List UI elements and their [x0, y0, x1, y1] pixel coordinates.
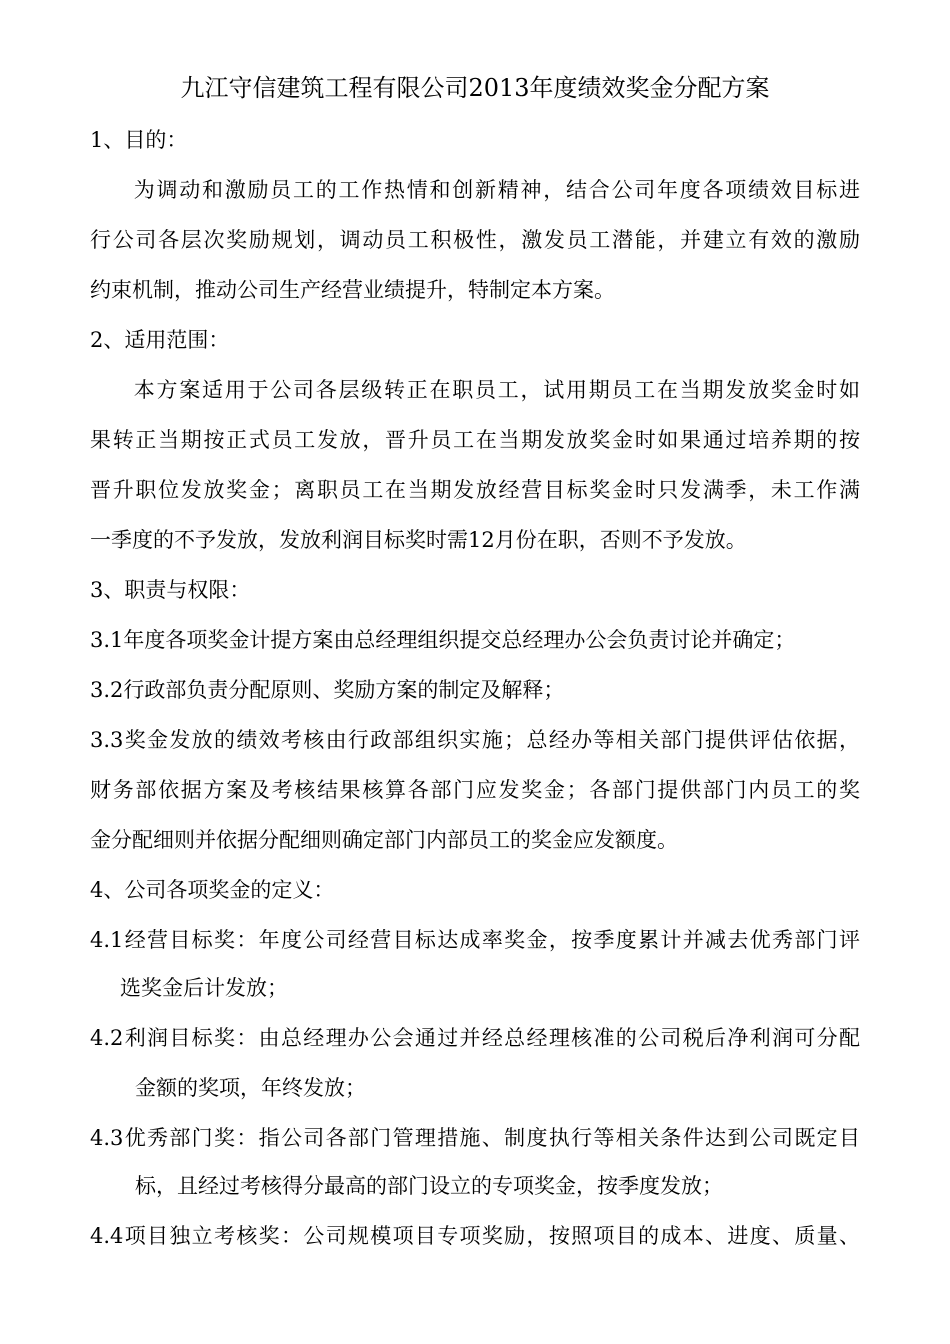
paragraph-line: 一季度的不予发放，发放利润目标奖时需12月份在职，否则不予发放。	[90, 528, 747, 552]
list-item: 4.4项目独立考核奖：公司规模项目专项奖励，按照项目的成本、进度、质量、	[90, 1224, 860, 1248]
paragraph-line: 行公司各层次奖励规划，调动员工积极性，激发员工潜能，并建立有效的激励	[90, 228, 860, 252]
paragraph-text: 为调动和激励员工的工作热情和创新精神，结合公司年度各项绩效目标进	[132, 178, 860, 202]
paragraph-line: 果转正当期按正式员工发放，晋升员工在当期发放奖金时如果通过培养期的按	[90, 428, 860, 452]
list-item: 4.2利润目标奖：由总经理办公会通过并经总经理核准的公司税后净利润可分配	[90, 1026, 860, 1050]
paragraph-line: 晋升职位发放奖金；离职员工在当期发放经营目标奖金时只发满季，未工作满	[90, 478, 860, 502]
paragraph-line	[90, 372, 860, 408]
list-item: 3.1年度各项奖金计提方案由总经理组织提交总经理办公会负责讨论并确定；	[90, 628, 796, 652]
list-item: 3.3奖金发放的绩效考核由行政部组织实施；总经办等相关部门提供评估依据，	[90, 728, 860, 752]
list-item: 4.1经营目标奖：年度公司经营目标达成率奖金，按季度累计并减去优秀部门评	[90, 928, 860, 952]
paragraph-line	[90, 172, 860, 208]
list-item: 3.2行政部负责分配原则、奖励方案的制定及解释；	[90, 678, 565, 702]
paragraph-text: 本方案适用于公司各层级转正在职员工，试用期员工在当期发放奖金时如	[132, 378, 860, 402]
document-title: 九江守信建筑工程有限公司2013年度绩效奖金分配方案	[180, 74, 770, 102]
list-item-continuation: 金额的奖项，年终发放；	[135, 1076, 366, 1100]
list-item-continuation: 财务部依据方案及考核结果核算各部门应发奖金；各部门提供部门内员工的奖	[90, 778, 860, 802]
paragraph-line: 约束机制，推动公司生产经营业绩提升，特制定本方案。	[90, 278, 615, 302]
section-heading-purpose: 1、目的：	[90, 128, 188, 152]
list-item-continuation: 标，且经过考核得分最高的部门设立的专项奖金，按季度发放；	[135, 1174, 723, 1198]
list-item: 4.3优秀部门奖：指公司各部门管理措施、制度执行等相关条件达到公司既定目	[90, 1126, 860, 1150]
list-item-continuation: 选奖金后计发放；	[120, 976, 288, 1000]
section-heading-bonus-definitions: 4、公司各项奖金的定义：	[90, 878, 335, 902]
section-heading-responsibilities: 3、职责与权限：	[90, 578, 251, 602]
section-heading-scope: 2、适用范围：	[90, 328, 230, 352]
list-item-continuation: 金分配细则并依据分配细则确定部门内部员工的奖金应发额度。	[90, 828, 678, 852]
